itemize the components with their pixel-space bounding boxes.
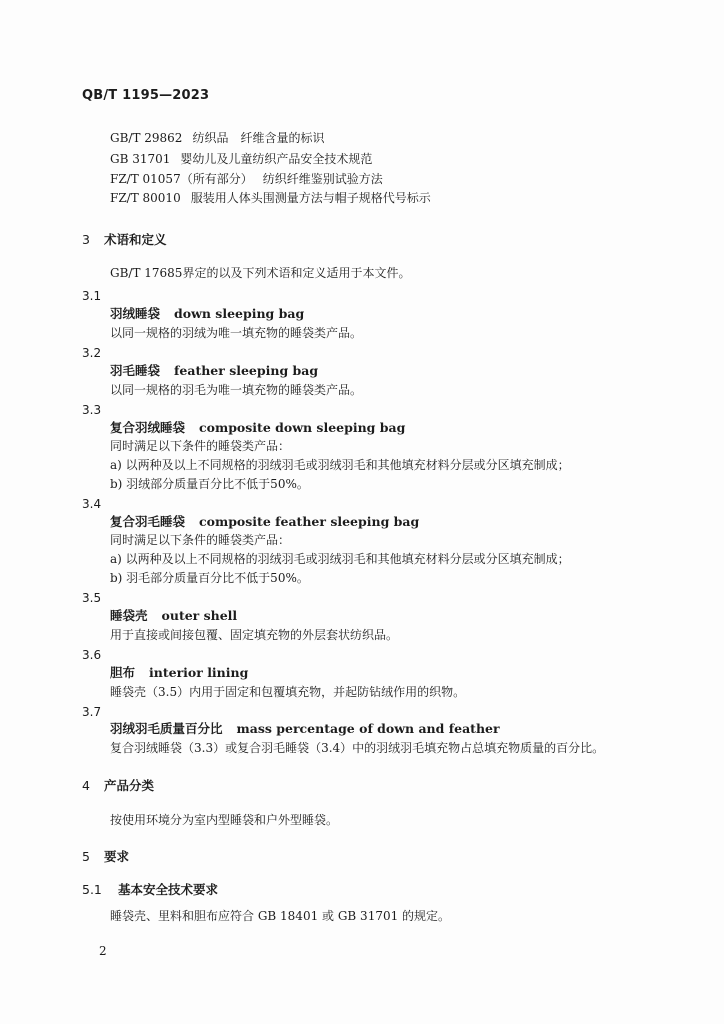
clause-number: 3.3 <box>82 403 102 417</box>
ref-title: 婴幼儿及儿童纺织产品安全技术规范 <box>180 152 373 166</box>
clause-number: 3.4 <box>82 497 102 511</box>
subsection-number: 5.1 <box>82 882 102 897</box>
page-number: 2 <box>99 944 107 958</box>
term-zh: 羽绒羽毛质量百分比 <box>110 721 223 736</box>
section-title: 要求 <box>104 849 130 864</box>
section-title: 产品分类 <box>104 778 155 793</box>
term-definition-item: a) 以两种及以上不同规格的羽绒羽毛或羽绒羽毛和其他填充材料分层或分区填充制成； <box>110 458 570 472</box>
section-number: 4 <box>82 778 90 793</box>
ref-code: FZ/T 01057（所有部分） <box>110 172 253 186</box>
term-definition-item: a) 以两种及以上不同规格的羽绒羽毛或羽绒羽毛和其他填充材料分层或分区填充制成； <box>110 552 570 566</box>
term-en: feather sleeping bag <box>174 363 319 378</box>
term-definition-item: b) 羽毛部分质量百分比不低于50%。 <box>110 571 309 585</box>
ref-code: GB 31701 <box>110 152 171 166</box>
term-zh: 复合羽绒睡袋 <box>110 420 186 435</box>
term-zh: 羽毛睡袋 <box>110 363 161 378</box>
section-heading <box>82 778 154 794</box>
term-definition: 以同一规格的羽绒为唯一填充物的睡袋类产品。 <box>110 326 363 340</box>
term-heading <box>110 306 304 322</box>
clause-number: 3.7 <box>82 705 102 719</box>
ref-title: 服装用人体头围测量方法与帽子规格代号标示 <box>190 191 431 205</box>
subsection-text: 睡袋壳、里料和胆布应符合 GB 18401 或 GB 31701 的规定。 <box>110 909 451 923</box>
term-zh: 复合羽毛睡袋 <box>110 514 186 529</box>
term-heading <box>110 514 419 530</box>
term-zh: 睡袋壳 <box>110 608 148 623</box>
clause-number: 3.6 <box>82 648 102 662</box>
ref-title: 纺织品 纤维含量的标识 <box>192 131 325 145</box>
term-heading <box>110 721 500 737</box>
term-definition: 同时满足以下条件的睡袋类产品： <box>110 439 291 453</box>
subsection-title: 基本安全技术要求 <box>118 882 219 897</box>
term-en: interior lining <box>149 665 249 680</box>
term-definition: 用于直接或间接包覆、固定填充物的外层套状纺织品。 <box>110 628 399 642</box>
term-en: composite feather sleeping bag <box>199 514 420 529</box>
ref-title: 纺织纤维鉴别试验方法 <box>262 172 383 186</box>
clause-number: 3.5 <box>82 591 102 605</box>
term-definition: 同时满足以下条件的睡袋类产品： <box>110 533 291 547</box>
term-en: mass percentage of down and feather <box>236 721 500 736</box>
term-en: outer shell <box>161 608 238 623</box>
term-zh: 胆布 <box>110 665 136 680</box>
document-header: QB/T 1195—2023 <box>82 88 210 103</box>
clause-number: 3.2 <box>82 346 102 360</box>
ref-item <box>110 171 383 187</box>
ref-code: FZ/T 80010 <box>110 191 181 205</box>
term-en: composite down sleeping bag <box>199 420 406 435</box>
term-definition-item: b) 羽绒部分质量百分比不低于50%。 <box>110 477 309 491</box>
term-definition: 复合羽绒睡袋（3.3）或复合羽毛睡袋（3.4）中的羽绒羽毛填充物占总填充物质量的百分比。 <box>110 741 605 755</box>
term-heading <box>110 665 248 681</box>
ref-code: GB/T 29862 <box>110 131 183 145</box>
section-text: 按使用环境分为室内型睡袋和户外型睡袋。 <box>110 813 339 827</box>
section-title: 术语和定义 <box>104 232 167 247</box>
ref-item <box>110 190 431 206</box>
ref-item <box>110 130 324 146</box>
ref-item <box>110 151 372 167</box>
section-number: 5 <box>82 849 90 864</box>
term-definition: 以同一规格的羽毛为唯一填充物的睡袋类产品。 <box>110 383 363 397</box>
section-number: 3 <box>82 232 90 247</box>
section-heading <box>82 849 129 865</box>
term-zh: 羽绒睡袋 <box>110 306 161 321</box>
clause-number: 3.1 <box>82 289 102 303</box>
section-intro: GB/T 17685界定的以及下列术语和定义适用于本文件。 <box>110 266 411 280</box>
term-heading <box>110 420 405 436</box>
subsection-heading <box>82 882 218 898</box>
term-en: down sleeping bag <box>174 306 305 321</box>
section-heading <box>82 232 167 248</box>
term-heading <box>110 608 237 624</box>
term-definition: 睡袋壳（3.5）内用于固定和包覆填充物，并起防钻绒作用的织物。 <box>110 685 466 699</box>
term-heading <box>110 363 318 379</box>
